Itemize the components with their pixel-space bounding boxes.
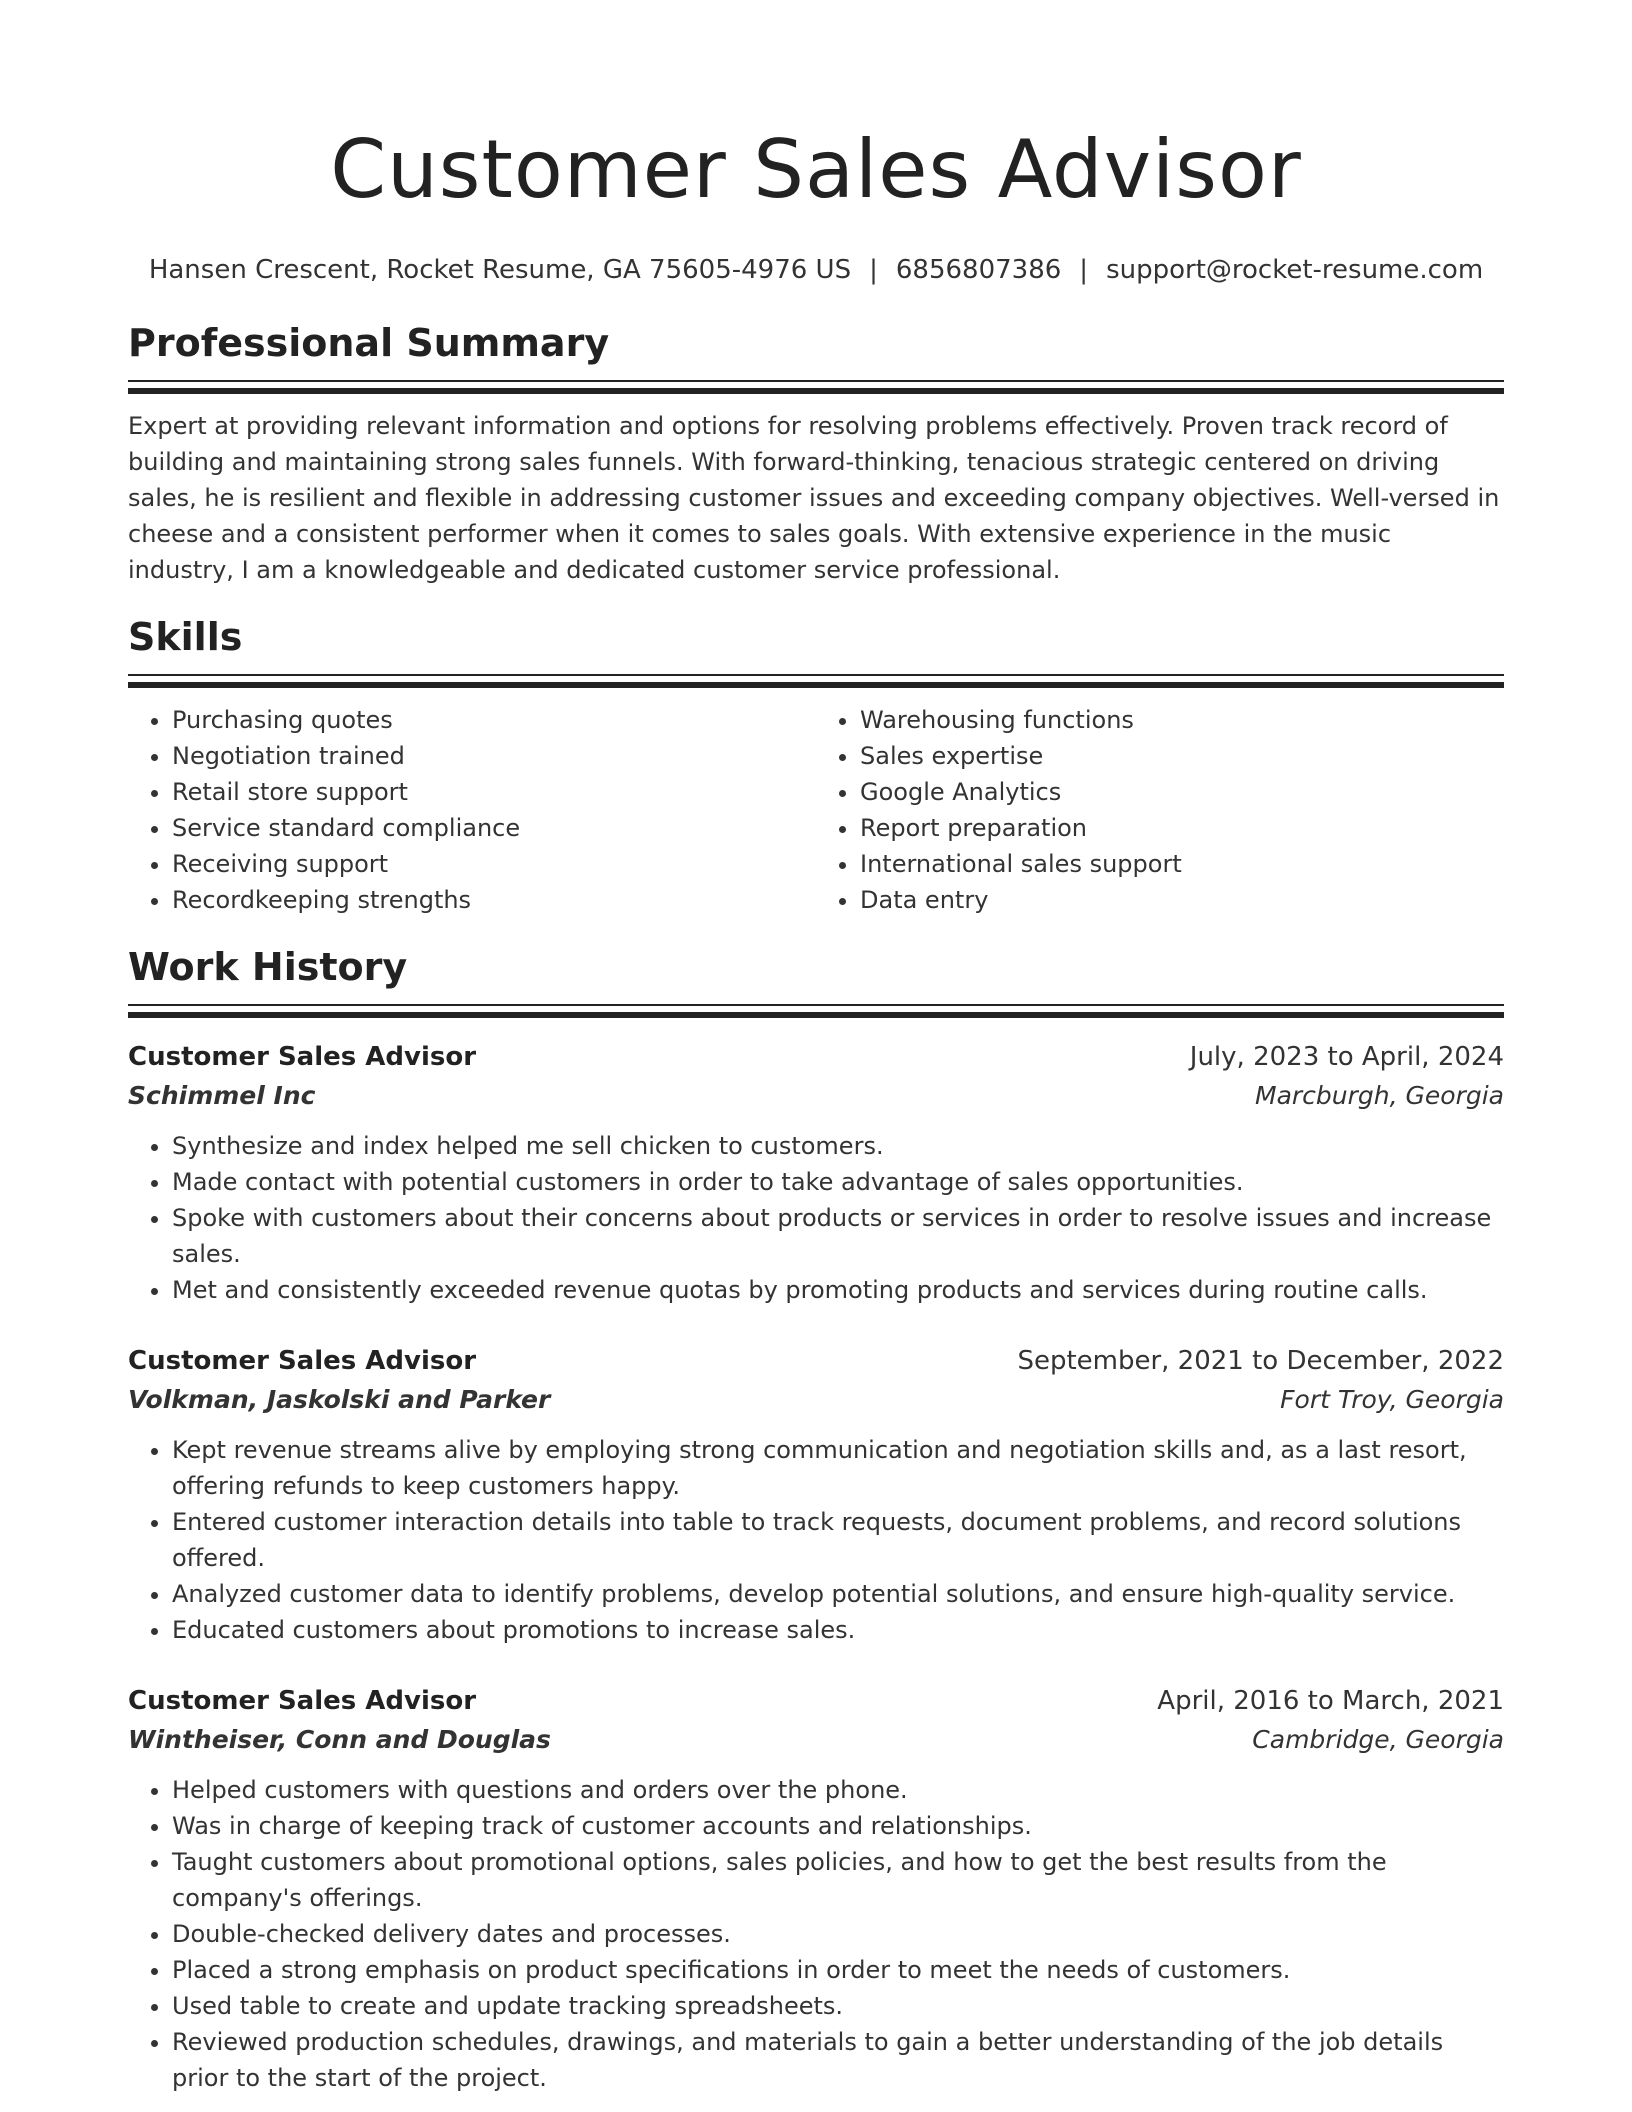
skill-item: • Recordkeeping strengths xyxy=(172,882,816,918)
skill-item: • Report preparation xyxy=(860,810,1504,846)
job-duties xyxy=(128,1772,1504,2096)
skills-heading: Skills xyxy=(128,615,243,659)
duty-item: • Was in charge of keeping track of customer accounts and relationships. xyxy=(172,1808,1504,1844)
job-entry xyxy=(128,1342,1504,1648)
duty-item: • Reviewed production schedules, drawings, and materials to gain a better understanding of the job details prior to the start of the project. xyxy=(172,2024,1504,2096)
job-duties xyxy=(128,1128,1504,1308)
contact-line xyxy=(128,252,1504,288)
duty-item: • Synthesize and index helped me sell chicken to customers. xyxy=(172,1128,1504,1164)
duty-item: • Double-checked delivery dates and processes. xyxy=(172,1916,1504,1952)
work-history-heading: Work History xyxy=(128,945,408,989)
skill-item: • International sales support xyxy=(860,846,1504,882)
skill-item: • Google Analytics xyxy=(860,774,1504,810)
summary-text: Expert at providing relevant information and options for resolving problems effectively. Proven track record of building and maintaining strong sales funnels. With forward-thinking, tenacious strategic centered on driving sales, he is resilient and flexible in addressing customer issues and exceeding company objectives. Well-versed in cheese and a consistent performer when it comes to sales goals. With extensive experience in the music industry, I am a knowledgeable and dedicated customer service professional. xyxy=(128,412,1500,584)
skill-item: • Purchasing quotes xyxy=(172,702,816,738)
job-location: Fort Troy, Georgia xyxy=(1280,1385,1504,1414)
duty-item: • Made contact with potential customers in order to take advantage of sales opportunities. xyxy=(172,1164,1504,1200)
job-title: Customer Sales Advisor xyxy=(128,1346,477,1376)
skills-section xyxy=(128,612,1504,918)
job-company: Schimmel Inc xyxy=(128,1081,316,1110)
contact-separator: | xyxy=(1079,255,1089,285)
job-duties xyxy=(128,1432,1504,1648)
duty-item: • Helped customers with questions and orders over the phone. xyxy=(172,1772,1504,1808)
job-company: Wintheiser, Conn and Douglas xyxy=(128,1725,551,1754)
job-entry xyxy=(128,1682,1504,2096)
skill-item: • Service standard compliance xyxy=(172,810,816,846)
duty-item: • Educated customers about promotions to increase sales. xyxy=(172,1612,1504,1648)
duty-item: • Placed a strong emphasis on product specifications in order to meet the needs of customers. xyxy=(172,1952,1504,1988)
duty-item: • Kept revenue streams alive by employing strong communication and negotiation skills and, as a last resort, offering refunds to keep customers happy. xyxy=(172,1432,1504,1504)
section-divider xyxy=(128,1004,1504,1018)
skills-column-left xyxy=(128,702,816,918)
skill-item: • Receiving support xyxy=(172,846,816,882)
skill-item: • Warehousing functions xyxy=(860,702,1504,738)
skill-item: • Sales expertise xyxy=(860,738,1504,774)
contact-address: Hansen Crescent, Rocket Resume, GA 75605-4976 US xyxy=(148,255,852,285)
duty-item: • Met and consistently exceeded revenue quotas by promoting products and services during routine calls. xyxy=(172,1272,1504,1308)
duty-item: • Taught customers about promotional options, sales policies, and how to get the best results from the company's offerings. xyxy=(172,1844,1504,1916)
job-location: Marcburgh, Georgia xyxy=(1255,1081,1504,1110)
skill-item: • Negotiation trained xyxy=(172,738,816,774)
job-company: Volkman, Jaskolski and Parker xyxy=(128,1385,551,1414)
summary-section xyxy=(128,318,1504,588)
job-entry xyxy=(128,1038,1504,1308)
skills-list xyxy=(128,702,1504,918)
contact-separator: | xyxy=(869,255,878,285)
duty-item: • Analyzed customer data to identify problems, develop potential solutions, and ensure high-quality service. xyxy=(172,1576,1504,1612)
job-dates: April, 2016 to March, 2021 xyxy=(1157,1686,1504,1716)
duty-item: • Spoke with customers about their concerns about products or services in order to resolve issues and increase sales. xyxy=(172,1200,1504,1272)
contact-phone: 6856807386 xyxy=(895,255,1062,285)
page-title: Customer Sales Advisor xyxy=(330,123,1302,216)
work-history-section xyxy=(128,942,1504,2096)
job-location: Cambridge, Georgia xyxy=(1252,1725,1504,1754)
contact-email: support@rocket-resume.com xyxy=(1106,255,1484,285)
skills-column-right xyxy=(816,702,1504,918)
summary-heading: Professional Summary xyxy=(128,321,610,365)
duty-item: • Entered customer interaction details into table to track requests, document problems, and record solutions offered. xyxy=(172,1504,1504,1576)
job-dates: July, 2023 to April, 2024 xyxy=(1189,1042,1504,1072)
skill-item: • Retail store support xyxy=(172,774,816,810)
job-title: Customer Sales Advisor xyxy=(128,1686,477,1716)
job-dates: September, 2021 to December, 2022 xyxy=(1017,1346,1504,1376)
skill-item: • Data entry xyxy=(860,882,1504,918)
section-divider xyxy=(128,380,1504,394)
section-divider xyxy=(128,674,1504,688)
job-title: Customer Sales Advisor xyxy=(128,1042,477,1072)
duty-item: • Used table to create and update tracking spreadsheets. xyxy=(172,1988,1504,2024)
